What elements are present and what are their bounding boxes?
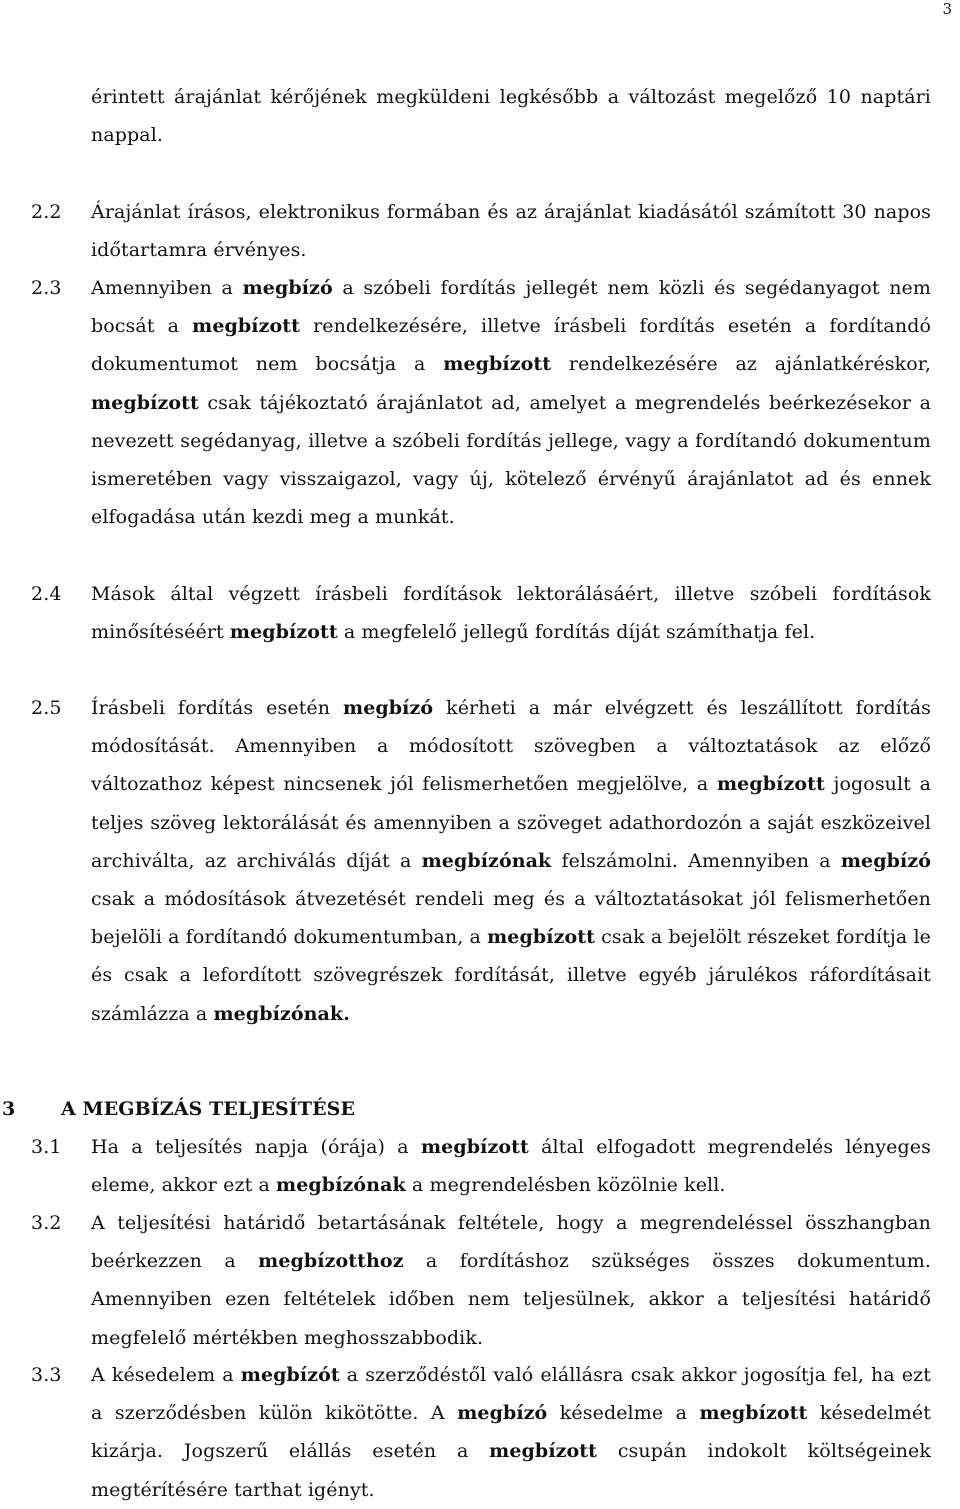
chapter-title: A MEGBÍZÁS TELJESÍTÉSE <box>61 1098 356 1120</box>
section-number: 3.2 <box>31 1212 62 1234</box>
term-bold: megbízó <box>343 697 434 719</box>
term-bold: megbízott <box>699 1402 808 1425</box>
term-bold: megbízónak <box>421 849 552 872</box>
section-paragraph: Amennyiben a megbízó a szóbeli fordítás jellegét nem közli és segédanyagot nem bocsát a megbízott rendelkezésére, illetve írásbeli fordítás esetén a fordítandó dokumentumot nem bocsátja a megbízott rendelkezésére az ajánlatkéréskor, megbízott csak tájékoztató árajánlatot ad, amelyet a megrendelés beérkezésekor a nevezett segédanyag, illetve a szóbeli fordítás jellege, vagy a fordítandó dokumentum ismeretében vagy visszaigazol, vagy új, kötelező érvényű árajánlatot ad és ennek elfogadása után kezdi meg a munkát. <box>91 277 931 529</box>
term-bold: megbízó <box>840 849 931 872</box>
term-bold: megbízó <box>457 1402 548 1425</box>
term-bold: megbízónak. <box>213 1002 350 1025</box>
term-bold: megbízotthoz <box>258 1250 404 1273</box>
section-number: 3.3 <box>31 1364 62 1386</box>
section-number: 2.2 <box>31 201 62 223</box>
section-paragraph: Árajánlat írásos, elektronikus formában és az árajánlat kiadásától számított 30 napos időtartamra érvényes. <box>91 201 931 262</box>
section-number: 2.3 <box>31 277 62 299</box>
term-bold: megbízó <box>242 277 333 299</box>
term-bold: megbízott <box>91 391 199 414</box>
term-bold: megbízott <box>229 621 338 644</box>
term-bold: megbízott <box>420 1136 529 1158</box>
section-paragraph: A teljesítési határidő betartásának feltétele, hogy a megrendeléssel összhangban beérkezzen a megbízotthoz a fordításhoz szükséges összes dokumentum. Amennyiben ezen feltételek időben nem teljesülnek, akkor a teljesítési határidő megfelelő mértékben meghosszabbodik. <box>91 1212 932 1349</box>
term-bold: megbízót <box>240 1364 340 1386</box>
term-bold: megbízott <box>487 926 595 949</box>
section-paragraph: Írásbeli fordítás esetén megbízó kérheti a már elvégzett és leszállított fordítás módosítását. Amennyiben a módosított szövegben a változtatások az előző változathoz képest nincsenek jól felismerhetően megjelölve, a megbízott jogosult a teljes szöveg lektorálását és amennyiben a szöveget adathordozón a saját eszközeivel archiválta, az archiválás díját a megbízónak felszámolni. Amennyiben a megbízó csak a módosítások átvezetését rendeli meg és a változtatásokat jól felismerhetően bejelöli a fordítandó dokumentumban, a megbízott csak a bejelölt részeket fordítja le és csak a lefordított szövegrészek fordítását, illetve egyéb járulékos ráfordításait számlázza a megbízónak. <box>91 697 931 1025</box>
section-paragraph: Mások által végzett írásbeli fordítások lektorálásáért, illetve szóbeli fordítások minősítéséért megbízott a megfelelő jellegű fordítás díját számíthatja fel. <box>91 583 931 644</box>
section-number: 3.1 <box>31 1136 62 1158</box>
term-bold: megbízott <box>443 353 552 376</box>
term-bold: megbízónak <box>276 1174 406 1197</box>
section-paragraph: Ha a teljesítés napja (órája) a megbízott által elfogadott megrendelés lényeges eleme, akkor ezt a megbízónak a megrendelésben közölnie kell. <box>91 1136 931 1197</box>
term-bold: megbízott <box>716 773 825 796</box>
term-bold: megbízott <box>192 315 301 338</box>
section-paragraph: A késedelem a megbízót a szerződéstől való elállásra csak akkor jogosítja fel, ha ezt a szerződésben külön kikötötte. A megbízó késedelme a megbízott késedelmét kizárja. Jogszerű elállás esetén a megbízott csupán indokolt költségeinek megtérítésére tarthat igényt. <box>91 1364 931 1501</box>
section-number: 2.5 <box>31 697 62 719</box>
intro-paragraph: érintett árajánlat kérőjének megküldeni legkésőbb a változást megelőző 10 naptári nappal. <box>91 86 931 147</box>
section-number: 2.4 <box>31 583 62 605</box>
term-bold: megbízott <box>489 1440 598 1463</box>
page-number: 3 <box>942 0 952 18</box>
chapter-number: 3 <box>2 1098 16 1120</box>
